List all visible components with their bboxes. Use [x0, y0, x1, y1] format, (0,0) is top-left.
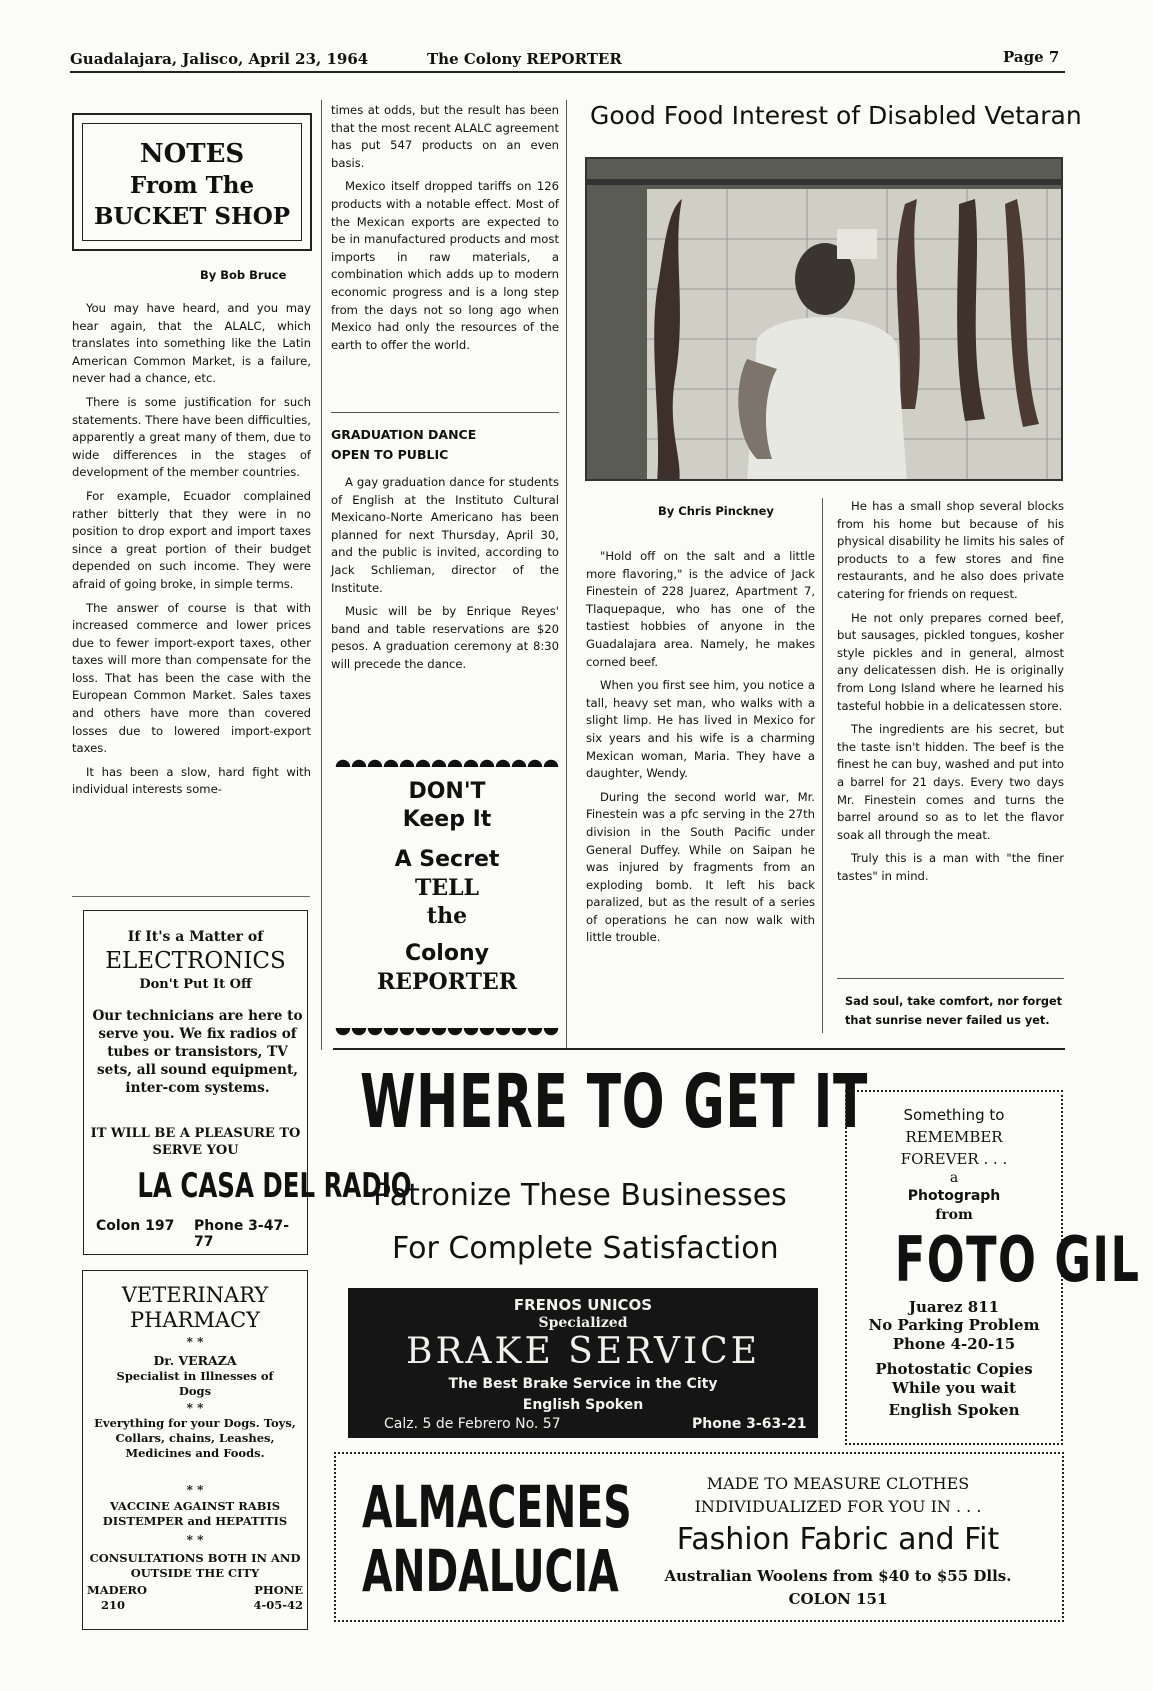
divider: [837, 978, 1064, 979]
wavy-border-bottom: [335, 1028, 559, 1042]
almacenes-line: MADE TO MEASURE CLOTHES: [706, 1474, 970, 1493]
graduation-article: [331, 474, 559, 680]
graduation-para: Music will be by Enrique Reyes' band and table reservations are $20 pesos. A graduation ceremony at 8:30 will precede the dance.: [331, 604, 559, 671]
food-para: He not only prepares corned beef, but sausages, pickled tongues, kosher style pickles and in general, almost any delicatessen dish. He is originally from Long Island where he learned his tasteful hobbie in a delicatessen store.: [837, 610, 1064, 713]
bucket-para: The answer of course is that with increased commerce and lower prices due to fewer import-export taxes, other taxes will more than compensate for the loss. That has been the case with the European Common Market. Sales taxes and others have more than covered losses due to lowered import-export taxes.: [72, 600, 311, 756]
promo-line: A Secret: [394, 847, 500, 872]
food-quote: Sad soul, take comfort, nor forget that sunrise never failed us yet.: [845, 995, 1063, 1027]
dont-keep-secret-promo: [331, 778, 563, 996]
almacenes-brand-1: ALMACENES: [362, 1473, 632, 1541]
foto-line: Something to: [903, 1106, 1005, 1124]
bucket-column: [72, 300, 311, 805]
dateline: Guadalajara, Jalisco, April 23, 1964: [70, 50, 369, 68]
food-headline: Good Food Interest of Disabled Vetaran: [590, 101, 1082, 130]
veterinary-ad: [82, 1270, 308, 1630]
vet-address-street: MADERO: [87, 1583, 147, 1597]
section-rule: [333, 1048, 1065, 1050]
vet-stars: * *: [186, 1533, 204, 1547]
almacenes-line: INDIVIDUALIZED FOR YOU IN . . .: [694, 1497, 982, 1516]
graduation-head-1: GRADUATION DANCE: [331, 427, 477, 442]
bucket-title-1: NOTES: [139, 139, 245, 169]
almacenes-andalucia-ad: [334, 1452, 1064, 1622]
brake-line: FRENOS UNICOS: [513, 1296, 653, 1314]
almacenes-line: Australian Woolens from $40 to $55 Dlls.: [664, 1567, 1012, 1585]
brake-service-title: BRAKE SERVICE: [406, 1331, 760, 1372]
electronics-address: Colon 197: [96, 1218, 175, 1234]
electronics-phone: Phone 3-47-77: [194, 1218, 290, 1250]
electronics-ad: [83, 910, 412, 1255]
bucket-byline: By Bob Bruce: [200, 268, 287, 282]
brake-service-ad: [348, 1288, 818, 1438]
vet-stars: * *: [186, 1335, 204, 1349]
electronics-body: Our technicians are here to serve you. We fix radios of tubes or transistors, TV sets, all sound equipment, inter-com systems.: [92, 1008, 303, 1096]
electronics-line: If It's a Matter of: [127, 929, 264, 945]
vet-items: Everything for your Dogs. Toys, Collars, chains, Leashes, Medicines and Foods.: [94, 1416, 296, 1460]
foto-gil-brand: FOTO GIL: [894, 1223, 1141, 1296]
vet-stars: * *: [186, 1401, 204, 1415]
vet-title: VETERINARY: [121, 1283, 269, 1307]
brake-line: Specialized: [538, 1315, 628, 1331]
graduation-head-2: OPEN TO PUBLIC: [331, 447, 449, 462]
bucket-title-3: BUCKET SHOP: [93, 203, 291, 230]
vet-specialty: Specialist in Illnesses of Dogs: [116, 1369, 274, 1398]
la-casa-del-radio-brand: LA CASA DEL RADIO: [137, 1166, 412, 1206]
promo-line: Keep It: [402, 807, 492, 832]
food-para: When you first see him, you notice a tall, heavy set man, who walks with a slight limp. He has lived in Mexico for six years and his wife is a charming Mexican woman, Maria. They have a daughter, Wendy.: [586, 678, 815, 781]
foto-line: Photostatic Copies: [875, 1360, 1033, 1378]
food-para: The ingredients are his secret, but the taste isn't hidden. The beef is the finest he can buy, washed and put into a barrel for 21 days. Every two days Mr. Finestein comes and turns the barrel around so as to let the flavor soak all through the meat.: [837, 722, 1064, 842]
vet-address-number: 210: [101, 1598, 126, 1612]
where-subtitle-1: Patronize These Businesses: [373, 1178, 787, 1213]
wavy-border-top: [335, 753, 559, 767]
divider: [331, 412, 559, 413]
where-to-get-it-title: WHERE TO GET IT: [360, 1059, 869, 1145]
bucket-continued: [331, 102, 559, 360]
food-para: He has a small shop several blocks from his home but because of his physical disability he limits his sales of products to a few stores and fine restaurants, and he also does private catering for friends on request.: [837, 499, 1064, 601]
page-number: Page 7: [1003, 48, 1060, 66]
column-rule: [566, 100, 567, 1050]
foto-line: Photograph: [907, 1188, 1001, 1204]
food-para: During the second world war, Mr. Finestein was a pfc serving in the 27th division in the South Pacific under General Duffey. While on Saipan he was injured by fragments from an exploding bomb. It left his back paralized, but as the result of a series of operations he can now walk with little trouble.: [586, 789, 815, 945]
promo-line: REPORTER: [376, 969, 518, 995]
foto-line: English Spoken: [888, 1401, 1020, 1419]
foto-line: a: [949, 1170, 959, 1186]
bucket-para: For example, Ecuador complained rather bitterly that they were in no position to drop export and import taxes since a great portion of their budget depended on such income. They were afraid of going broke, in simple terms.: [72, 488, 311, 591]
finestein-photo: [585, 157, 1063, 481]
brake-address: Calz. 5 de Febrero No. 57: [384, 1416, 561, 1432]
food-column-a: [586, 548, 815, 953]
photo-image: [587, 159, 1063, 481]
almacenes-address: COLON 151: [788, 1590, 888, 1608]
bucket-para: There is some justification for such statements. There have been difficulties, apparently a great many of them, due to wide differences in the stages of development of the member countries.: [72, 394, 311, 480]
electronics-line: Don't Put It Off: [139, 977, 252, 992]
brake-line: The Best Brake Service in the City: [448, 1376, 718, 1392]
brake-line: English Spoken: [522, 1397, 644, 1413]
promo-line: Colony: [405, 941, 489, 966]
electronics-title: ELECTRONICS: [105, 948, 286, 974]
column-rule: [822, 498, 823, 1033]
vet-title: PHARMACY: [129, 1308, 261, 1332]
vet-vaccine: VACCINE AGAINST RABIS DISTEMPER and HEPATITIS: [102, 1499, 288, 1528]
foto-address: Juarez 811: [908, 1298, 1000, 1316]
almacenes-brand-2: ANDALUCIA: [362, 1537, 619, 1605]
bucket-para: It has been a slow, hard fight with individual interests some-: [72, 764, 311, 797]
foto-gil-ad: [845, 1090, 1141, 1445]
vet-phone-number: 4-05-42: [253, 1598, 303, 1612]
bucket-cont-para: times at odds, but the result has been that the most recent ALALC agreement has put 547 products on an even basis.: [331, 103, 559, 170]
divider: [72, 896, 310, 897]
bucket-cont-para: Mexico itself dropped tariffs on 126 products with a notable effect. Most of the Mexican exports are expected to be in manufactured products and most imports in raw materials, a combination which adds up to modern economic progress and is a long step from the days not so long ago when Mexico had only the resources of the earth to offer the world.: [331, 179, 559, 352]
promo-line: DON'T: [408, 779, 486, 804]
food-para: Truly this is a man with "the finer tastes" in mind.: [837, 851, 1064, 883]
bucket-para: You may have heard, and you may hear again, that the ALALC, which translates into something like the Latin American Common Market, is a failure, never had a chance, etc.: [72, 301, 311, 386]
promo-line: the: [426, 903, 468, 929]
foto-phone: Phone 4-20-15: [892, 1335, 1016, 1353]
foto-line: No Parking Problem: [868, 1316, 1040, 1334]
where-subtitle-2: For Complete Satisfaction: [392, 1231, 779, 1266]
vet-doctor: Dr. VERAZA: [153, 1353, 237, 1368]
food-para: "Hold off on the salt and a little more flavoring," is the advice of Jack Finestein of 228 Juarez, Apartment 7, Tlaquepaque, who has one of the tastiest hobbies of anyone in the Guadalajara area. Namely, he makes corned beef.: [586, 549, 815, 669]
brake-phone: Phone 3-63-21: [692, 1416, 807, 1432]
foto-line: from: [935, 1207, 973, 1223]
bucket-title-box: [72, 113, 312, 251]
vet-stars: * *: [186, 1483, 204, 1497]
paper-name: The Colony REPORTER: [427, 50, 622, 68]
promo-line: TELL: [414, 875, 480, 901]
foto-line: REMEMBER: [905, 1128, 1003, 1146]
electronics-line: IT WILL BE A PLEASURE TO SERVE YOU: [90, 1126, 301, 1158]
food-byline: By Chris Pinckney: [658, 504, 774, 518]
graduation-para: A gay graduation dance for students of English at the Instituto Cultural Mexicano-Norte Americano has been planned for next Thursday, April 30, and the public is invited, according to Jack Schlieman, director of the Institute.: [331, 475, 559, 595]
almacenes-slogan: Fashion Fabric and Fit: [676, 1522, 1000, 1557]
vet-consult: CONSULTATIONS BOTH IN AND OUTSIDE THE CITY: [89, 1551, 301, 1580]
header-rule: [70, 71, 1065, 73]
food-column-b: [837, 498, 1064, 891]
vet-phone-label: PHONE: [254, 1583, 303, 1597]
bucket-title-2: From The: [129, 172, 255, 199]
foto-line: FOREVER . . .: [900, 1150, 1008, 1168]
foto-line: While you wait: [891, 1379, 1017, 1397]
column-rule: [321, 100, 322, 1050]
